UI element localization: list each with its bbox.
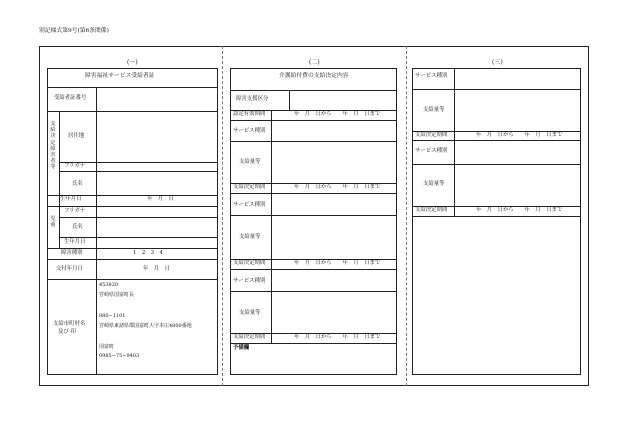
birthdate-value: 年 月 日 [147, 196, 174, 202]
furigana-label: フリガナ [64, 163, 86, 169]
p2-decision-period-value-2: 年 月 日から 年 月 日まで [294, 260, 381, 266]
p2-service-type-label-3: サービス種別 [233, 278, 266, 284]
child-furigana-label: フリガナ [64, 208, 86, 214]
p3-service-type-label-1: サービス種別 [415, 73, 448, 79]
issuer-line-5: 宮崎県東諸県郡国富町大字本庄4800番地 [99, 323, 192, 329]
child-name-label: 氏名 [72, 224, 83, 230]
birthdate-label: 生年月日 [60, 196, 82, 202]
p2-amount-label-2: 支給量等 [239, 234, 261, 240]
decision-holder-group-label: 支給決定障害者等 [50, 121, 56, 171]
p2-decision-period-value-3: 年 月 日から 年 月 日まで [294, 334, 381, 340]
recipient-number-label: 受給者証番号 [54, 95, 87, 101]
name-label: 氏名 [72, 181, 83, 187]
p2-decision-period-label-3: 支給決定期間 [233, 334, 266, 340]
p2-decision-period-label-1: 支給決定期間 [233, 184, 266, 190]
issuer-label-line1: 支給市町村名 [53, 321, 86, 327]
support-class-label: 障害支援区分 [236, 96, 269, 102]
fold-line-1 [222, 46, 223, 386]
panel2-title: 介護給付費の支給決定内容 [279, 73, 349, 79]
p3-amount-label-1: 支給量等 [423, 107, 445, 113]
child-group-label: 児童 [50, 216, 56, 229]
p3-amount-label-2: 支給量等 [423, 181, 445, 187]
section-header-2: (二) [309, 59, 320, 66]
p2-amount-label-3: 支給量等 [239, 310, 261, 316]
p3-decision-period-value-2: 年 月 日から 年 月 日まで [476, 207, 563, 213]
disability-class-value: 1 2 3 4 [133, 250, 163, 256]
issuer-line-7: 国富町 [99, 344, 115, 350]
cert-period-label: 認定有効期間 [233, 111, 266, 117]
section-header-3: (三) [492, 59, 503, 66]
issuer-line-4: 880−1101 [99, 313, 126, 319]
p2-service-type-label-1: サービス種別 [233, 128, 266, 134]
p3-decision-period-label-2: 支給決定期間 [415, 207, 448, 213]
p2-amount-label-1: 支給量等 [239, 159, 261, 165]
p3-decision-period-value-1: 年 月 日から 年 月 日まで [476, 132, 563, 138]
p2-decision-period-label-2: 支給決定期間 [233, 260, 266, 266]
issuer-line-8: 0985−75−9403 [99, 353, 140, 359]
fold-line-2 [406, 46, 407, 386]
disability-class-label: 障害種別 [61, 250, 83, 256]
panel-3 [412, 68, 581, 375]
issuer-label-line2: 及び 印 [58, 329, 76, 335]
p2-service-type-label-2: サービス種別 [233, 202, 266, 208]
p2-decision-period-value-1: 年 月 日から 年 月 日まで [294, 184, 381, 190]
child-birthdate-label: 生年月日 [64, 239, 86, 245]
p3-service-type-label-2: サービス種別 [415, 148, 448, 154]
section-header-1: (一) [127, 59, 138, 66]
issue-date-label: 交付年月日 [56, 266, 83, 272]
cert-period-value: 年 月 日から 年 月 日まで [294, 111, 381, 117]
notes-label: 予備欄 [233, 345, 250, 351]
address-label: 居住地 [68, 133, 85, 139]
panel1-title: 障害福祉サービス受給者証 [85, 73, 155, 79]
form-title: 別記様式第9号(第6条関係) [39, 28, 109, 34]
issue-date-value: 年 月 日 [143, 266, 170, 272]
p3-decision-period-label-1: 支給決定期間 [415, 132, 448, 138]
issuer-line-1: 453820 [99, 282, 119, 288]
issuer-line-2: 宮崎県国富町長 [99, 292, 135, 298]
